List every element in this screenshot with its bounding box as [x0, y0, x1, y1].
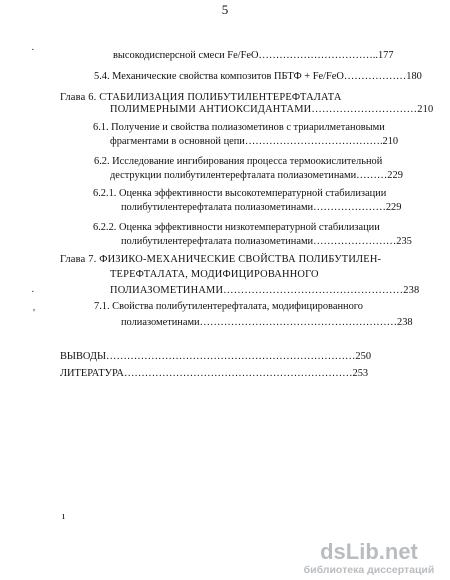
toc-entry: ВЫВОДЫ………………………………………………………………250	[60, 351, 372, 362]
toc-entry: 5.4. Механические свойства композитов ПБТФ + Fe/FeO………………180	[94, 71, 422, 82]
toc-entry: высокодисперсной смеси Fe/FeO……………………………..177	[113, 50, 394, 61]
toc-entry: полиазометинами…………………………………………………238	[121, 317, 413, 328]
toc-entry: 6.1. Получение и свойства полиазометинов с триарилметановыми	[93, 122, 385, 133]
scan-mark: ·	[31, 44, 35, 56]
toc-entry: 6.2. Исследование ингибирования процесса термоокислительной	[94, 156, 383, 167]
watermark-logo: dsLib.net	[320, 539, 418, 564]
toc-entry: 6.2.2. Оценка эффективности низкотемпературной стабилизации	[93, 222, 380, 233]
toc-entry: 6.2.1. Оценка эффективности высокотемпературной стабилизации	[93, 188, 387, 199]
toc-entry: полибутилентерефталата полиазометинами……………………235	[121, 236, 412, 247]
toc-chapter-heading: ПОЛИМЕРНЫМИ АНТИОКСИДАНТАМИ…………………………210	[110, 104, 434, 115]
watermark-subtitle: библиотека диссертаций	[303, 564, 435, 576]
page-number: 5	[221, 2, 229, 17]
toc-entry: деструкции полибутилентерефталата полиазометинами………229	[110, 170, 403, 181]
toc-entry: ЛИТЕРАТУРА…………………………………………………………253	[60, 368, 369, 379]
toc-chapter-heading: Глава 7. ФИЗИКО-МЕХАНИЧЕСКИЕ СВОЙСТВА ПОЛИБУТИЛЕН-	[60, 254, 382, 265]
toc-entry: фрагментами в основной цепи………………………………….210	[110, 136, 399, 147]
toc-entry: полибутилентерефталата полиазометинами…………………229	[121, 202, 402, 213]
toc-chapter-heading: ТЕРЕФТАЛАТА, МОДИФИЦИРОВАННОГО	[110, 269, 319, 280]
scan-mark: ı	[62, 510, 66, 522]
scan-mark: '	[33, 307, 35, 319]
toc-chapter-heading: ПОЛИАЗОМЕТИНАМИ……………………………………………238	[110, 285, 420, 296]
scan-mark: ·	[31, 286, 35, 298]
toc-chapter-heading: Глава 6. СТАБИЛИЗАЦИЯ ПОЛИБУТИЛЕНТЕРЕФТАЛАТА	[60, 92, 342, 103]
toc-entry: 7.1. Свойства полибутилентерефталата, модифицированного	[94, 301, 363, 312]
watermark	[294, 541, 444, 576]
